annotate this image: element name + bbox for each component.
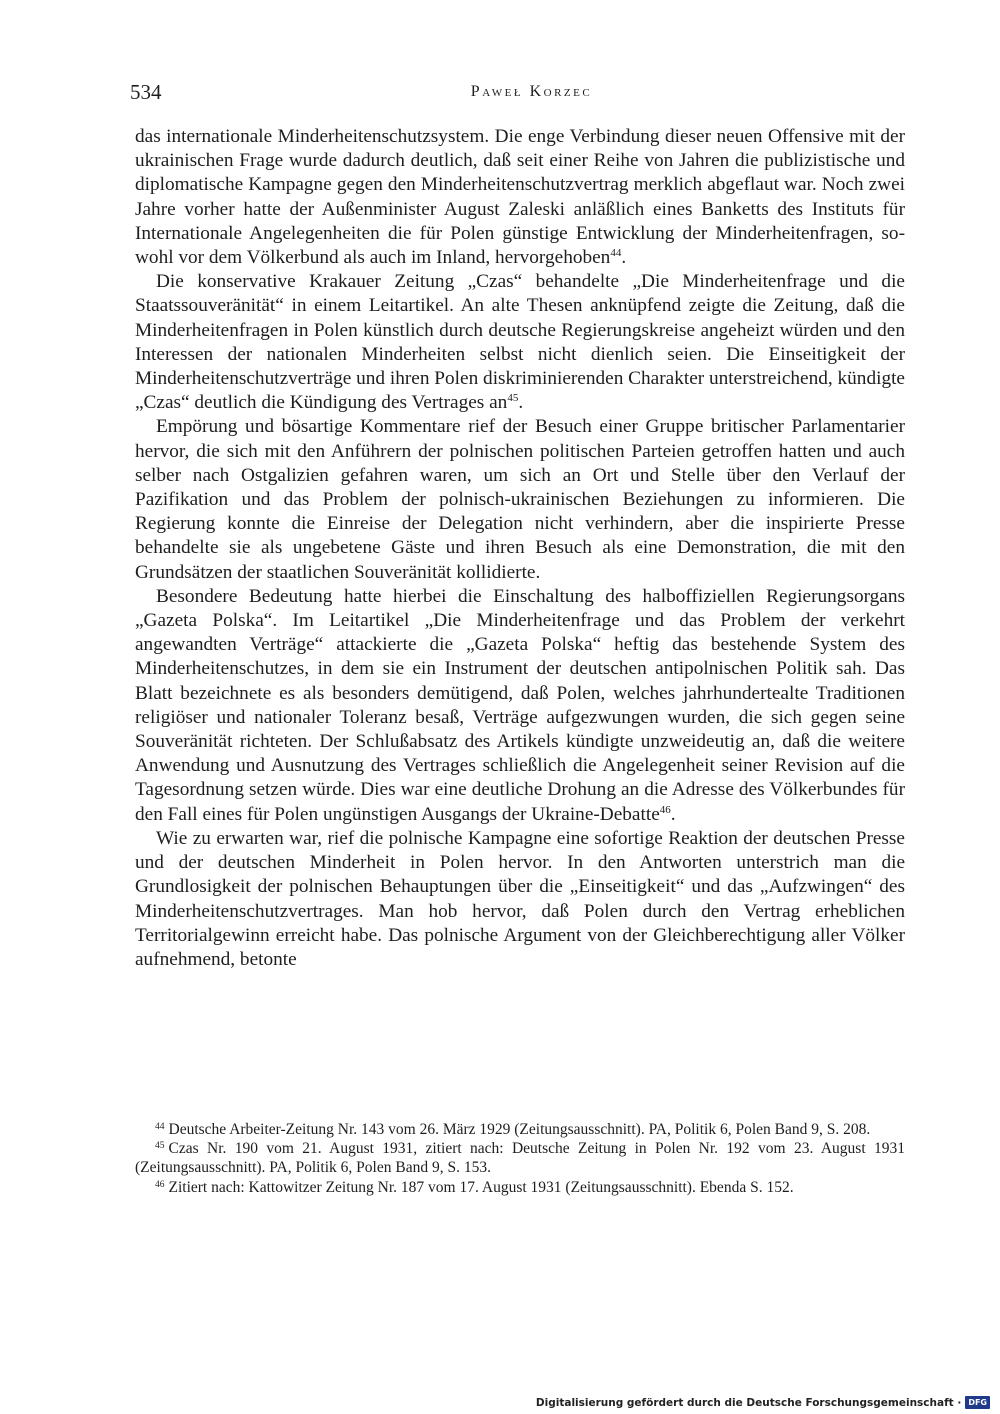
paragraph — [135, 415, 905, 584]
paragraph-text: das internationale Minderheitenschutzsystem. Die enge Verbindung dieser neuen Offensive mit der ukrainischen Frage wurde dadurch deutlich, daß seit einer Reihe von Jahren die publizistische und diplomatische Kampagne gegen den Minderheitenschutzvertrag merklich abgeflaut war. Noch zwei Jahre vorher hatte der Außenminister August Zaleski anläßlich eines Banketts des Instituts für Internationale Angelegenheiten die für Polen günstige Entwicklung der Minderheitenfragen, sowohl vor dem Völkerbund als auch im Inland, hervorgehoben — [135, 126, 905, 269]
paragraph-text: Empörung und bösartige Kommentare rief der Besuch einer Gruppe britischer Parlamentarier hervor, die sich mit den Anführern der polnischen politischen Parteien getroffen hatten und auch selber nach Ostgalizien gefahren waren, um sich an Ort und Stelle über den Verlauf der Pazifikation und das Problem der polnisch-ukrainischen Beziehungen zu informieren. Die Regierung konnte die Einreise der Delegation nicht verhindern, aber die inspirierte Presse behandelte sie als ungebetene Gäste und ihren Besuch als eine Demonstration, die mit den Grundsätzen der staatlichen Souveränität kollidierte. — [135, 416, 905, 583]
paragraph — [135, 827, 905, 972]
footnote — [135, 1139, 905, 1177]
footnotes — [135, 1120, 905, 1197]
paragraph: Die konservative Krakauer Zeitung „Czas“ behandelte „Die Minderheitenfrage und die Staatssouveränität“ in einem Leitartikel. An alte Thesen anknüpfend zeigte die Zeitung, daß die Minderheitenfragen in Polen künstlich durch deutsche Regierungskreise angeheizt würden und den Interessen der nationalen Minderheiten selbst nicht dienlich seien. Die Einseitigkeit der Minderheitenschutzverträge und ihren Polen diskriminierenden Charakter unterstreichend, kündigte „Czas“ deutlich die Kündigung des Vertrages $an^{45}$. — [135, 271, 905, 414]
paragraph: Besondere Bedeutung hatte hierbei die Einschaltung des halboffiziellen Regierungsorgans „Gazeta Polska“. Im Leitartikel „Die Minderheitenfrage und das Problem der verkehrt angewandten Verträge“ attackierte die „Gazeta Polska“ heftig das bestehende System des Minderheitenschutzes, in dem sie ein Instrument der deutschen antipolnischen Politik sah. Das Blatt bezeichnete es als besonders demütigend, daß Polen, welches jahrhundertealte Traditionen religiöser und nationaler Toleranz besaß, Verträge aufgezwungen wurden, die sich gegen seine Souveränität richteten. Der Schlußabsatz des Artikels kündigte unzweideutig an, daß die weitere Anwendung und Ausnutzung des Vertrages schließlich die Angelegenheit seiner Revision auf die Tagesordnung setzen würde. Dies war eine deutliche Drohung an die Adresse des Völkerbundes für den Fall eines für Polen ungünstigen Ausgangs der Ukraine-Debatte$^{46}$. — [135, 585, 905, 825]
footnote-ref[interactable]: 45 — [507, 392, 519, 405]
page-header — [130, 80, 905, 106]
digitization-credit — [536, 1396, 990, 1409]
credit-text: Digitalisierung gefördert durch die Deutsche Forschungsgemeinschaft · — [535, 1396, 962, 1409]
paragraph-text: Die konservative Krakauer Zeitung „Czas“ behandelte „Die Minderheitenfrage und die Staatssouveränität“ in einem Leitartikel. An alte Thesen anknüpfend zeigte die Zeitung, daß die Minderheitenfragen in Polen künstlich durch deutsche Regierungskreise angeheizt würden und den Interessen der nationalen Minderheiten selbst nicht dienlich seien. Die Einseitigkeit der Minderheitenschutzverträge und ihren Polen diskriminierenden Charakter unterstreichend, kündigte „Czas“ deutlich die Kündigung des Vertrages an — [135, 271, 905, 414]
footnote-text: Deutsche Arbeiter-Zeitung Nr. 143 vom 26. März 1929 (Zeitungsausschnitt). PA, Politik 6, Polen Band 9, S. 208. — [168, 1121, 871, 1138]
dfg-logo: DFG — [965, 1396, 990, 1409]
footnote-number: 46 — [155, 1179, 165, 1190]
page-number: 534 — [130, 80, 162, 104]
footnote-text: Zitiert nach: Kattowitzer Zeitung Nr. 187 vom 17. August 1931 (Zeitungsausschnitt). Ebenda S. 152. — [168, 1178, 794, 1196]
paragraph: das internationale Minderheitenschutzsystem. Die enge Verbindung dieser neuen Offensive mit der ukrainischen Frage wurde dadurch deutlich, daß seit einer Reihe von Jahren die publizistische und diplomatische Kampagne gegen den Minderheitenschutzvertrag merklich abgeflaut war. Noch zwei Jahre vorher hatte der Außenminister August Zaleski anläßlich eines Banketts des Instituts für Internationale Angelegenheiten die für Polen günstige Entwicklung der Minderheitenfragen, sowohl vor dem Völkerbund als auch im Inland, hervorgehoben$^{44}$. — [135, 126, 905, 269]
paragraph-text: Besondere Bedeutung hatte hierbei die Einschaltung des halboffiziellen Regierungsorgans „Gazeta Polska“. Im Leitartikel „Die Minderheitenfrage und das Problem der verkehrt angewandten Verträge“ attackierte die „Gazeta Polska“ heftig das bestehende System des Minderheitenschutzes, in dem sie ein Instrument der deutschen antipolnischen Politik sah. Das Blatt bezeichnete es als besonders demütigend, daß Polen, welches jahrhundertealte Traditionen religiöser und nationaler Toleranz besaß, Verträge aufgezwungen wurden, die sich gegen seine Souveränität richteten. Der Schlußabsatz des Artikels kündigte unzweideutig an, daß die weitere Anwendung und Ausnutzung des Vertrages schließlich die Angelegenheit seiner Revision auf die Tagesordnung setzen würde. Dies war eine deutliche Drohung an die Adresse des Völkerbundes für den Fall eines für Polen ungünstigen Ausgangs der Ukraine-Debatte — [135, 585, 905, 825]
footnote-number: 44 — [155, 1122, 165, 1132]
footnote-text: Czas Nr. 190 vom 21. August 1931, zitiert nach: Deutsche Zeitung in Polen Nr. 192 vom 23. August 1931 (Zeitungsausschnitt). PA, Politik 6, Polen Band 9, S. 153. — [135, 1140, 905, 1177]
footnote — [135, 1120, 905, 1139]
footnote-ref[interactable]: 46 — [659, 803, 671, 816]
footnote-ref[interactable]: 44 — [610, 247, 622, 260]
paragraph-text: Wie zu erwarten war, rief die polnische Kampagne eine sofortige Reaktion der deutschen Presse und der deutschen Minderheit in Polen hervor. In den Antworten unterstrich man die Grundlosigkeit der polnischen Behauptungen über die „Einseitigkeit“ und das „Aufzwingen“ des Minderheitenschutzvertrages. Man hob hervor, daß Polen durch den Vertrag erheblichen Territorialgewinn erreicht habe. Das polnische Argument von der Gleichberechtigung aller Völker aufnehmend, betonte — [135, 827, 905, 970]
footnote-number: 45 — [155, 1141, 165, 1152]
body-text — [135, 125, 905, 972]
running-head: Paweł Korzec — [470, 83, 593, 100]
footnote — [135, 1178, 905, 1197]
